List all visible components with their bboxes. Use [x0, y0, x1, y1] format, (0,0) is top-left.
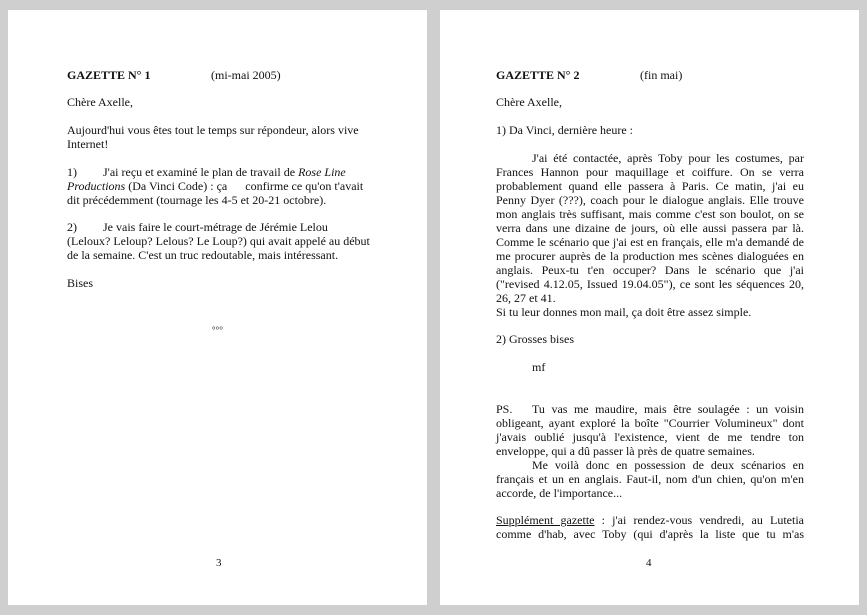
section-2-heading: 2) Grosses bises	[496, 332, 574, 346]
item-2-line: (Leloux? Leloup? Lelous? Le Loup?) qui avait appelé au début	[67, 234, 370, 248]
section-1-heading: 1) Da Vinci, dernière heure :	[496, 123, 633, 137]
ps2-line: Me voilà donc en possession de deux scénarios en	[532, 458, 804, 472]
page-number: 3	[216, 557, 222, 569]
document-page-3	[8, 10, 427, 605]
ps-line: enveloppe, qui a dû passer là près de quatre semaines.	[496, 444, 755, 458]
supplement-label: Supplément gazette	[496, 513, 595, 527]
page-number: 4	[646, 557, 652, 569]
para-1-line: probablement quand elle passera à Paris. Ce matin, j'ai eu	[496, 179, 804, 193]
para-1-line: ("revised 4.12.05, Issued 19.04.05"), ce sont les séquences 20,	[496, 277, 804, 291]
item-1-number: 1)	[67, 165, 77, 179]
para-1-line: Comme le scénario que j'ai est en français, elle m'a demandé de	[496, 235, 804, 249]
para-1-line: J'ai été contactée, après Toby pour les costumes, par	[532, 151, 804, 165]
para-1-line: Penny Dyer (???), coach pour le dialogue anglais. Elle trouve	[496, 193, 804, 207]
separator: °°°	[212, 325, 223, 335]
ps2-line: accorde, de l'importance...	[496, 486, 623, 500]
item-1-line: J'ai reçu et examiné le plan de travail de Rose Line	[103, 165, 346, 179]
document-page-4	[440, 10, 859, 605]
ps-line: j'avais oublié jusqu'à l'existence, vient de me tendre ton	[496, 430, 804, 444]
ps2-line: français et un en anglais. Faut-il, nom d'un chien, qu'on m'en	[496, 472, 804, 486]
para-1-line: anglais. Peux-tu t'en occuper? Dans le scénario que j'ai	[496, 263, 804, 277]
para-1-line: Si tu leur donnes mon mail, ça doit être assez simple.	[496, 305, 752, 319]
ps-line: obligeant, ayant exploré la boîte "Courrier Volumineux" dont	[496, 416, 804, 430]
signature: mf	[532, 360, 546, 374]
ps-label: PS.	[496, 402, 513, 416]
para-1-line: Frances Hannon pour maquillage et coiffure. On se verra	[496, 165, 804, 179]
intro-line: Aujourd'hui vous êtes tout le temps sur répondeur, alors vive	[67, 123, 359, 137]
supplement-line: comme d'hab, avec Toby (qui d'après la liste que tu m'as	[496, 527, 804, 541]
para-1-line: me procurer auprès de la production mes scènes dialoguées en	[496, 249, 804, 263]
para-1-line: mon anglais très suffisant, mais comme c'est son boulot, on se	[496, 207, 804, 221]
supplement-line: Supplément gazette : j'ai rendez-vous vendredi, au Lutetia	[496, 513, 804, 527]
item-1-line: Productions (Da Vinci Code) : ça confirme ce qu'on t'avait	[67, 179, 364, 193]
para-1-line: verra dans une dizaine de jours, où elle aussi passera par là.	[496, 221, 804, 235]
gazette-1-date: (mi-mai 2005)	[211, 68, 281, 82]
intro-line: Internet!	[67, 137, 109, 151]
greeting: Chère Axelle,	[67, 95, 133, 109]
gazette-2-date: (fin mai)	[640, 68, 683, 82]
item-1-line: dit précédemment (tournage les 4-5 et 20-21 octobre).	[67, 193, 327, 207]
closing: Bises	[67, 276, 94, 290]
item-2-number: 2)	[67, 220, 77, 234]
para-1-line: 26, 27 et 41.	[496, 291, 556, 305]
item-2-line: Je vais faire le court-métrage de Jérémie Lelou	[103, 220, 328, 234]
ps-line: Tu vas me maudire, mais être soulagée : un voisin	[532, 402, 804, 416]
gazette-1-title: GAZETTE N° 1	[67, 68, 151, 82]
gazette-2-title: GAZETTE N° 2	[496, 68, 580, 82]
greeting: Chère Axelle,	[496, 95, 562, 109]
item-2-line: de la semaine. C'est un truc redoutable, mais intéressant.	[67, 248, 339, 262]
